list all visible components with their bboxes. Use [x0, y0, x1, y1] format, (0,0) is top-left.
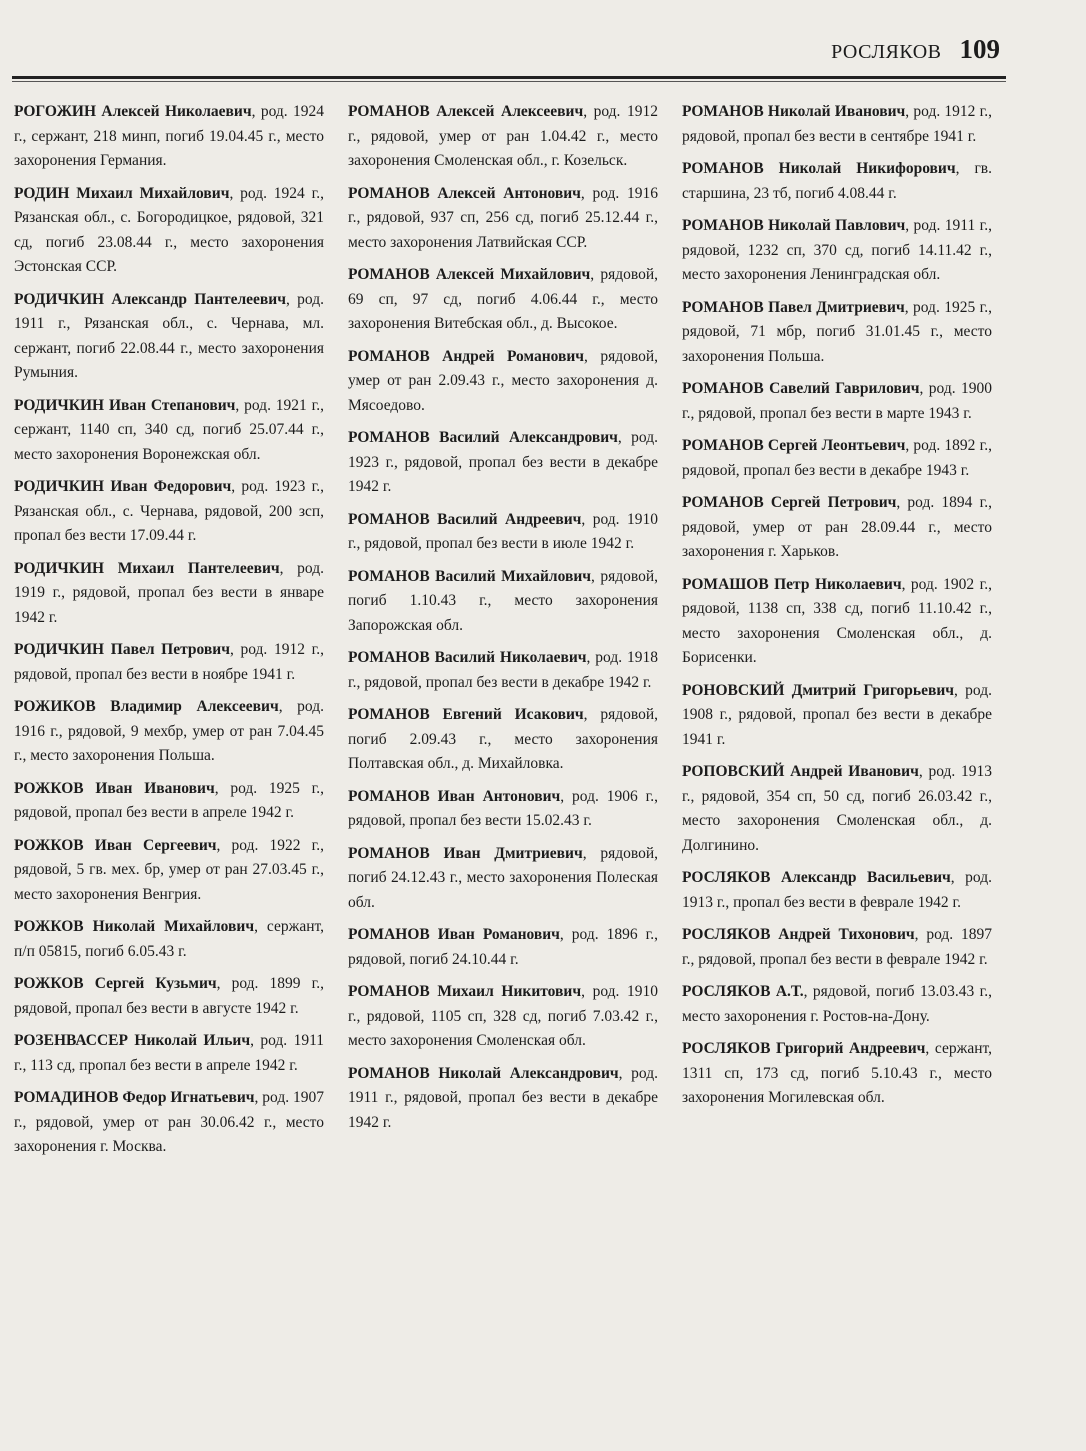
entry-text: , рядовой, погиб 1.10.43 г., место захоронения Запорожская обл. — [348, 567, 658, 634]
entry — [14, 777, 324, 826]
entry-name: РОЗЕНВАССЕР Николай Ильич — [14, 1032, 251, 1049]
entry-text: , род. 1897 г., рядовой, пропал без вести в феврале 1942 г. — [682, 926, 992, 968]
entry-name: РОМАДИНОВ Федор Игнатьевич — [14, 1089, 255, 1106]
entry — [348, 345, 658, 419]
entry-text: , рядовой, погиб 13.03.43 г., место захоронения г. Ростов-на-Дону. — [682, 983, 992, 1025]
entry-name: РОМАНОВ Алексей Алексеевич — [348, 103, 584, 120]
entry — [348, 842, 658, 916]
running-head: РОСЛЯКОВ — [831, 41, 942, 63]
entry-text: , рядовой, 69 сп, 97 сд, погиб 4.06.44 г., место захоронения Витебская обл., д. Высокое. — [348, 266, 658, 332]
entry-text: , род. 1925 г., рядовой, 71 мбр, погиб 31.01.45 г., место захоронения Польша. — [682, 298, 992, 365]
entry — [14, 100, 324, 174]
entry-text: , сержант, п/п 05815, погиб 6.05.43 г. — [14, 918, 324, 960]
entry-name: РОМАНОВ Николай Никифорович — [682, 160, 956, 177]
entry — [348, 182, 658, 256]
entry-name: РОДИЧКИН Иван Степанович — [14, 396, 236, 414]
header-rule — [12, 76, 1006, 79]
entry — [348, 565, 658, 639]
entry-text: , род. 1894 г., рядовой, умер от ран 28.09.44 г., место захоронения г. Харьков. — [682, 494, 992, 560]
entry-name: РОМАНОВ Сергей Леонтьевич — [682, 437, 906, 454]
entry-text: , род. 1911 г., рядовой, пропал без вести в декабре 1942 г. — [348, 1064, 658, 1131]
entry — [348, 100, 658, 174]
entry — [682, 434, 992, 483]
entry-text: , род. 1899 г., рядовой, пропал без вести в августе 1942 г. — [14, 975, 324, 1017]
entry-text: , род. 1924 г., сержант, 218 минп, погиб 19.04.45 г., место захоронения Германия. — [14, 103, 324, 169]
entry — [14, 915, 324, 964]
entry-text: , род. 1916 г., рядовой, 9 мехбр, умер от ран 7.04.45 г., место захоронения Польша. — [14, 698, 324, 764]
entry-name: РОМАНОВ Николай Иванович — [682, 103, 906, 120]
entry-text: , род. 1892 г., рядовой, пропал без вести в декабре 1943 г. — [682, 437, 992, 479]
header-rule-thin — [12, 81, 1006, 82]
entry — [348, 263, 658, 337]
entry-text: , род. 1906 г., рядовой, пропал без вести 15.02.43 г. — [348, 787, 658, 829]
entry-name: РОСЛЯКОВ Андрей Тихонович — [682, 926, 915, 943]
entry-name: РОЖКОВ Николай Михайлович — [14, 918, 255, 935]
entry-name: РОДИЧКИН Иван Федорович — [14, 478, 232, 495]
entry-text: , род. 1911 г., рядовой, 1232 сп, 370 сд, погиб 14.11.42 г., место захоронения Ленинградская обл. — [682, 217, 992, 283]
entry — [14, 475, 324, 549]
entry — [348, 703, 658, 777]
entry — [14, 1086, 324, 1160]
entry-text: , род. 1913 г., рядовой, 354 сп, 50 сд, погиб 26.03.42 г., место захоронения Смоленская обл., д. Долгинино. — [682, 763, 992, 854]
entry-text: , род. 1921 г., сержант, 1140 сп, 340 сд, погиб 25.07.44 г., место захоронения Воронежская обл. — [14, 396, 324, 463]
entry — [682, 100, 992, 149]
entry-name: РОЖКОВ Иван Сергеевич — [14, 836, 217, 854]
entry-text: , род. 1911 г., Рязанская обл., с. Чернава, мл. сержант, погиб 22.08.44 г., место захоронения Румыния. — [14, 290, 324, 381]
entry-name: РОМАНОВ Василий Александрович — [348, 429, 618, 446]
entry-text: , род. 1918 г., рядовой, пропал без вести в декабре 1942 г. — [348, 649, 658, 691]
entry-name: РОМАНОВ Иван Романович — [348, 926, 560, 943]
entry — [14, 695, 324, 769]
entry — [682, 980, 992, 1029]
entry-name: РОСЛЯКОВ А.Т. — [682, 983, 804, 1000]
entry-name: РОСЛЯКОВ Александр Васильевич — [682, 869, 951, 886]
entry-text: , род. 1910 г., рядовой, 1105 сп, 328 сд, погиб 7.03.42 г., место захоронения Смоленская обл. — [348, 983, 658, 1049]
entry — [682, 573, 992, 671]
entry — [348, 923, 658, 972]
entry-text: , род. 1919 г., рядовой, пропал без вести в январе 1942 г. — [14, 559, 324, 626]
entry-name: РОЖКОВ Иван Иванович — [14, 779, 215, 797]
entry-text: , род. 1912 г., рядовой, пропал без вести в сентябре 1941 г. — [682, 103, 992, 145]
entry-name: РОМАНОВ Василий Михайлович — [348, 567, 591, 585]
entry-name: РОМАНОВ Иван Антонович — [348, 787, 561, 805]
entry — [14, 288, 324, 386]
entry — [348, 1062, 658, 1136]
entry-text: , род. 1910 г., рядовой, пропал без вести в июле 1942 г. — [348, 510, 658, 552]
entry-name: РОМАНОВ Василий Андреевич — [348, 510, 582, 528]
entry-name: РОЖКОВ Сергей Кузьмич — [14, 975, 217, 992]
entry-name: РОМАНОВ Павел Дмитриевич — [682, 298, 905, 316]
entry-name: РОМАНОВ Михаил Никитович — [348, 983, 582, 1000]
entry-name: РОСЛЯКОВ Григорий Андреевич — [682, 1040, 926, 1057]
entry-name: РОГОЖИН Алексей Николаевич — [14, 103, 252, 120]
entry-text: , род. 1922 г., рядовой, 5 гв. мех. бр, умер от ран 27.03.45 г., место захоронения Венгрия. — [14, 836, 324, 903]
entry-text: , род. 1923 г., Рязанская обл., с. Чернава, рядовой, 200 зсп, пропал без вести 17.09.44 г. — [14, 478, 324, 544]
entry-name: РОМАНОВ Иван Дмитриевич — [348, 844, 583, 862]
entry-text: , род. 1902 г., рядовой, 1138 сп, 338 сд, погиб 11.10.42 г., место захоронения Смоленская обл., д. Борисенки. — [682, 575, 992, 666]
entry — [682, 377, 992, 426]
entry-name: РОМАНОВ Алексей Михайлович — [348, 266, 591, 283]
entry — [682, 491, 992, 565]
entry-text: , род. 1923 г., рядовой, пропал без вести в декабре 1942 г. — [348, 429, 658, 495]
entry-name: РОДИН Михаил Михайлович — [14, 184, 230, 202]
entry-text: , рядовой, погиб 2.09.43 г., место захоронения Полтавская обл., д. Михайловка. — [348, 706, 658, 772]
entry-name: РОДИЧКИН Павел Петрович — [14, 641, 230, 658]
entry — [348, 785, 658, 834]
entry-text: , род. 1912 г., рядовой, умер от ран 1.04.42 г., место захоронения Смоленская обл., г. Козельск. — [348, 103, 658, 169]
entry-text: , род. 1908 г., рядовой, пропал без вести в декабре 1941 г. — [682, 681, 992, 748]
entry — [348, 646, 658, 695]
entry — [348, 980, 658, 1054]
column-1 — [14, 100, 324, 1168]
entry-name: РОДИЧКИН Михаил Пантелеевич — [14, 559, 280, 577]
entry — [682, 679, 992, 753]
entry-name: РОПОВСКИЙ Андрей Иванович — [682, 763, 919, 780]
entry-text: , род. 1913 г., пропал без вести в феврале 1942 г. — [682, 869, 992, 911]
entry — [682, 923, 992, 972]
entry — [682, 214, 992, 288]
column-2 — [348, 100, 658, 1168]
entry-text: , род. 1900 г., рядовой, пропал без вести в марте 1943 г. — [682, 380, 992, 422]
entry-name: РОМАНОВ Савелий Гаврилович — [682, 380, 920, 397]
entry — [682, 866, 992, 915]
entry — [682, 157, 992, 206]
entry-text: , род. 1907 г., рядовой, умер от ран 30.06.42 г., место захоронения г. Москва. — [14, 1089, 324, 1155]
entry-text: , род. 1911 г., 113 сд, пропал без вести в апреле 1942 г. — [14, 1032, 324, 1074]
entry-text: , род. 1925 г., рядовой, пропал без вести в апреле 1942 г. — [14, 779, 324, 821]
entry-name: РОМАНОВ Николай Павлович — [682, 217, 906, 234]
page-number: 109 — [959, 34, 1000, 64]
entry — [348, 426, 658, 500]
entry-name: РОМАНОВ Сергей Петрович — [682, 494, 897, 511]
entry-text: , сержант, 1311 сп, 173 сд, погиб 5.10.43 г., место захоронения Могилевская обл. — [682, 1040, 992, 1106]
text-columns — [14, 100, 1008, 1168]
entry — [682, 760, 992, 858]
page-header — [831, 34, 1000, 65]
entry-text: , рядовой, умер от ран 2.09.43 г., место захоронения д. Мясоедово. — [348, 347, 658, 414]
entry — [348, 508, 658, 557]
entry-name: РОЖИКОВ Владимир Алексеевич — [14, 698, 279, 715]
entry — [14, 182, 324, 280]
entry — [14, 394, 324, 468]
entry-text: , род. 1912 г., рядовой, пропал без вести в ноябре 1941 г. — [14, 641, 324, 683]
entry-name: РОМАНОВ Василий Николаевич — [348, 649, 587, 666]
entry-name: РОДИЧКИН Александр Пантелеевич — [14, 290, 286, 308]
entry — [14, 557, 324, 631]
entry — [682, 1037, 992, 1111]
entry-text: , рядовой, погиб 24.12.43 г., место захоронения Полеская обл. — [348, 844, 658, 911]
entry-text: , род. 1924 г., Рязанская обл., с. Богородицкое, рядовой, 321 сд, погиб 23.08.44 г., место захоронения Эстонская ССР. — [14, 184, 324, 275]
entry-name: РОНОВСКИЙ Дмитрий Григорьевич — [682, 681, 955, 699]
entry-name: РОМАНОВ Алексей Антонович — [348, 184, 581, 202]
entry — [14, 972, 324, 1021]
entry — [14, 638, 324, 687]
entry — [14, 834, 324, 908]
entry-name: РОМАШОВ Петр Николаевич — [682, 575, 902, 593]
entry — [682, 296, 992, 370]
entry-text: , род. 1916 г., рядовой, 937 сп, 256 сд, погиб 25.12.44 г., место захоронения Латвийская ССР. — [348, 184, 658, 251]
entry-name: РОМАНОВ Евгений Исакович — [348, 706, 584, 723]
entry-text: , гв. старшина, 23 тб, погиб 4.08.44 г. — [682, 160, 992, 202]
entry-name: РОМАНОВ Андрей Романович — [348, 347, 585, 365]
entry-name: РОМАНОВ Николай Александрович — [348, 1064, 619, 1082]
column-3 — [682, 100, 992, 1168]
entry — [14, 1029, 324, 1078]
entry-text: , род. 1896 г., рядовой, погиб 24.10.44 г. — [348, 926, 658, 968]
